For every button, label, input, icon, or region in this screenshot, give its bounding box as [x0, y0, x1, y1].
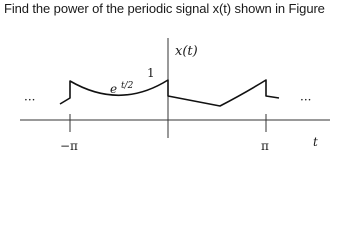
- segment-label-exp: t/2: [120, 81, 134, 91]
- question-text: Find the power of the periodic signal x(t) shown in Figure: [4, 1, 325, 16]
- tick-label-neg-pi: −π: [60, 139, 78, 153]
- ellipsis-right: ···: [300, 93, 312, 107]
- tick-label-pi: π: [261, 139, 269, 153]
- segment-label-base: e: [110, 82, 118, 96]
- ellipsis-left: ···: [24, 93, 36, 107]
- time-axis-label: t: [313, 135, 318, 149]
- signal-waveform: [60, 80, 279, 106]
- peak-value-label: 1: [147, 66, 155, 80]
- signal-label: x(t): [175, 44, 198, 59]
